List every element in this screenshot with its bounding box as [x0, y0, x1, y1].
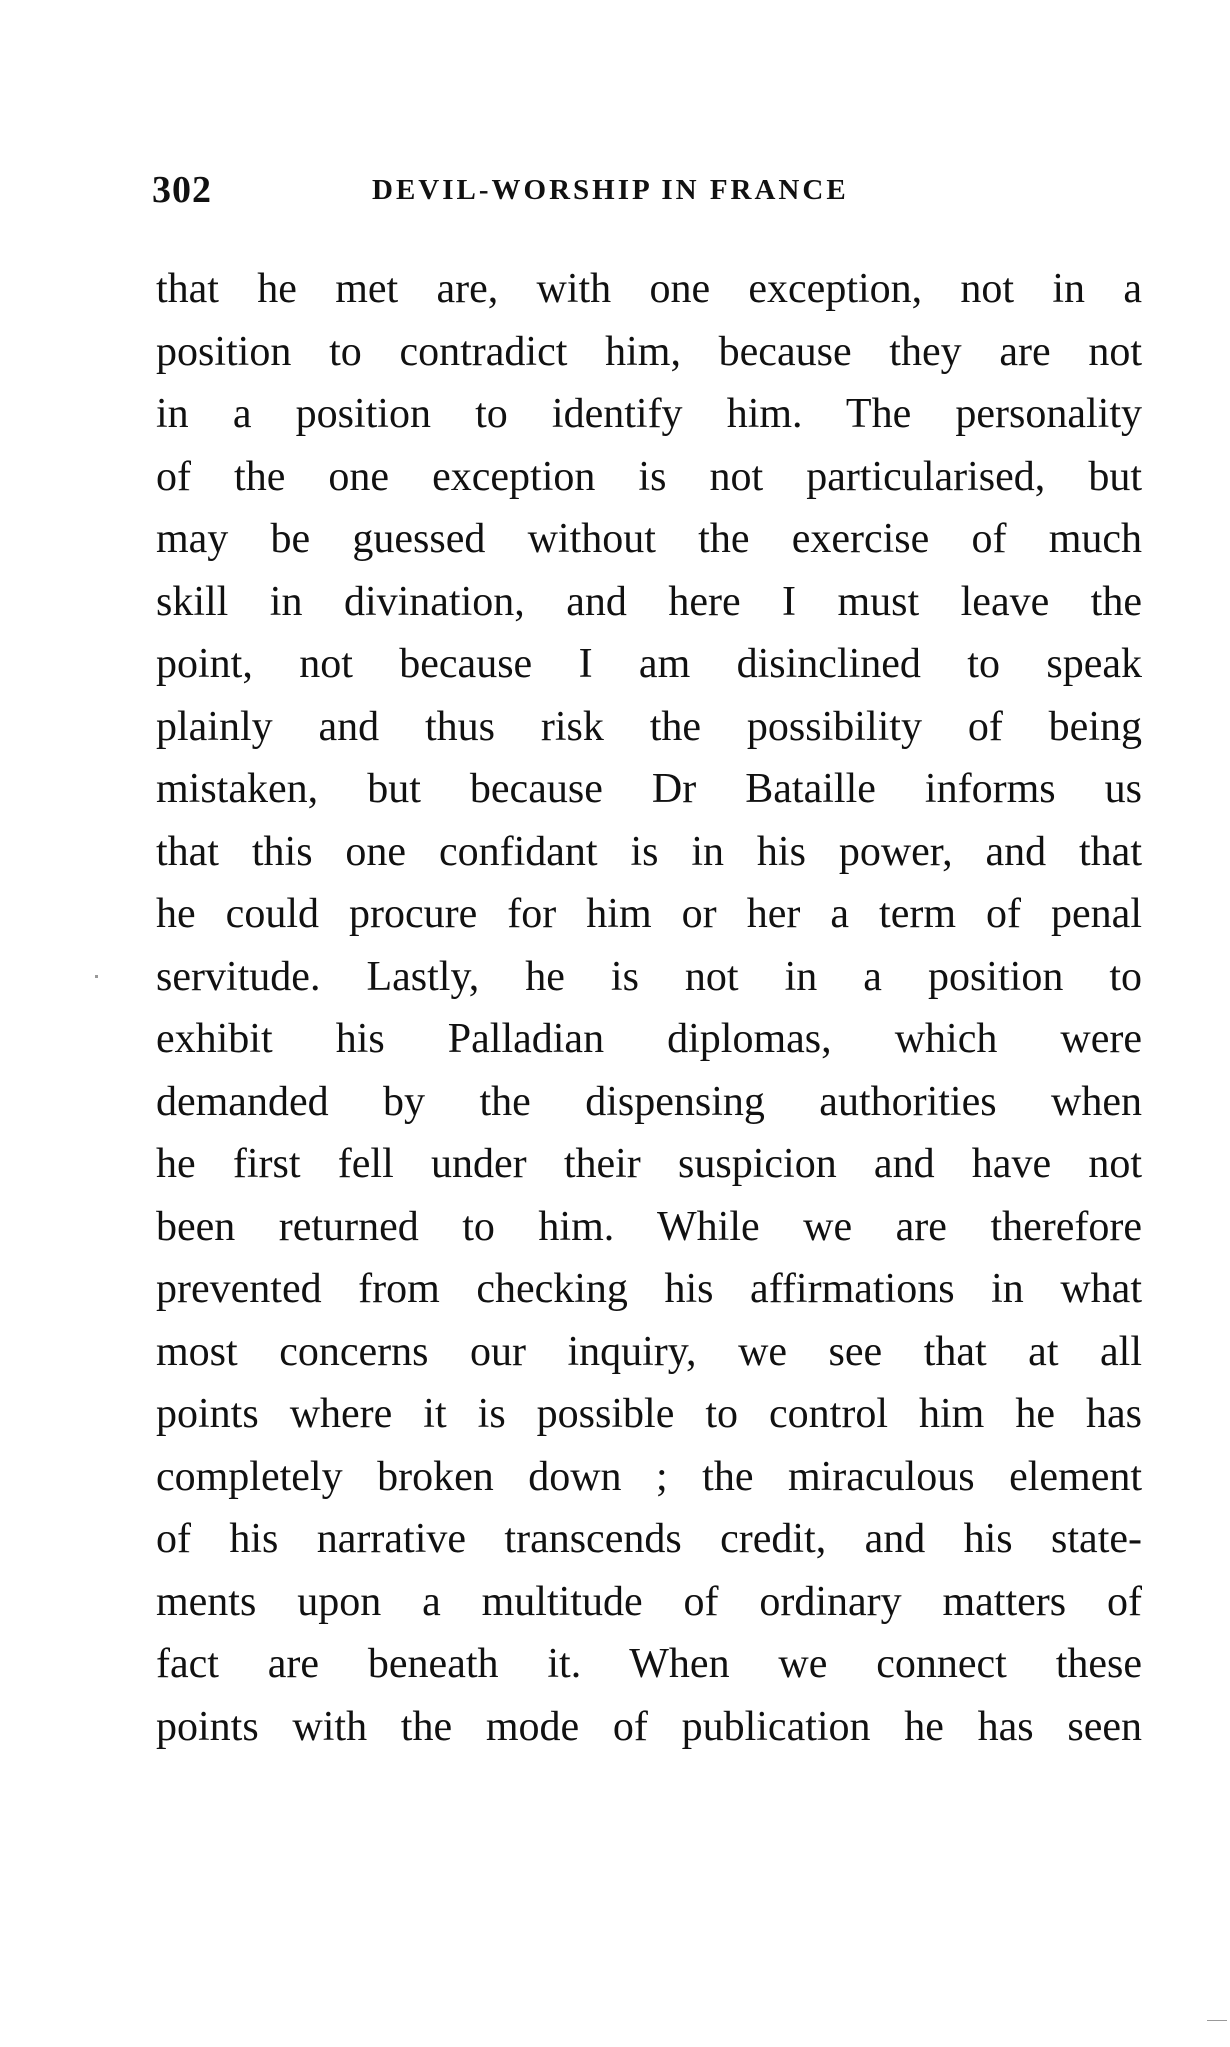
text-line: exhibit his Palladian diplomas, which were	[156, 1016, 1142, 1062]
text-line: plainly and thus risk the possibility of being	[156, 703, 1142, 750]
text-line: of his narrative transcends credit, and his state-	[156, 1516, 1142, 1562]
text-line: in a position to identify him. The personality	[156, 391, 1142, 437]
text-line: points with the mode of publication he has seen	[156, 1703, 1142, 1750]
page-number: 302	[152, 169, 212, 211]
text-line: that this one confidant is in his power, and that	[156, 828, 1142, 875]
text-line: mistaken, but because Dr Bataille informs us	[156, 766, 1142, 812]
text-line: may be guessed without the exercise of much	[156, 516, 1142, 562]
text-line: skill in divination, and here I must leave the	[156, 578, 1142, 625]
text-line: servitude. Lastly, he is not in a position to	[156, 953, 1142, 1000]
page-speck	[95, 975, 98, 978]
text-line: ments upon a multitude of ordinary matters of	[156, 1578, 1142, 1625]
text-line: completely broken down ; the miraculous element	[156, 1453, 1142, 1500]
text-line: demanded by the dispensing authorities when	[156, 1078, 1142, 1125]
text-line: points where it is possible to control him he has	[156, 1391, 1142, 1437]
running-title: DEVIL-WORSHIP IN FRANCE	[372, 174, 849, 206]
text-line: he could procure for him or her a term of penal	[156, 891, 1142, 937]
text-line: fact are beneath it. When we connect these	[156, 1641, 1142, 1687]
text-line: point, not because I am disinclined to speak	[156, 641, 1142, 687]
text-line: been returned to him. While we are therefore	[156, 1203, 1142, 1250]
text-line: he first fell under their suspicion and have not	[156, 1141, 1142, 1187]
page-speck	[1207, 2020, 1227, 2021]
text-line: that he met are, with one exception, not in a	[156, 266, 1142, 312]
body-text	[156, 258, 1142, 1758]
text-line: most concerns our inquiry, we see that at all	[156, 1328, 1142, 1375]
text-line: position to contradict him, because they are not	[156, 328, 1142, 375]
text-line: prevented from checking his affirmations in what	[156, 1266, 1142, 1312]
page-header	[152, 168, 1142, 218]
text-line: of the one exception is not particularised, but	[156, 453, 1142, 500]
